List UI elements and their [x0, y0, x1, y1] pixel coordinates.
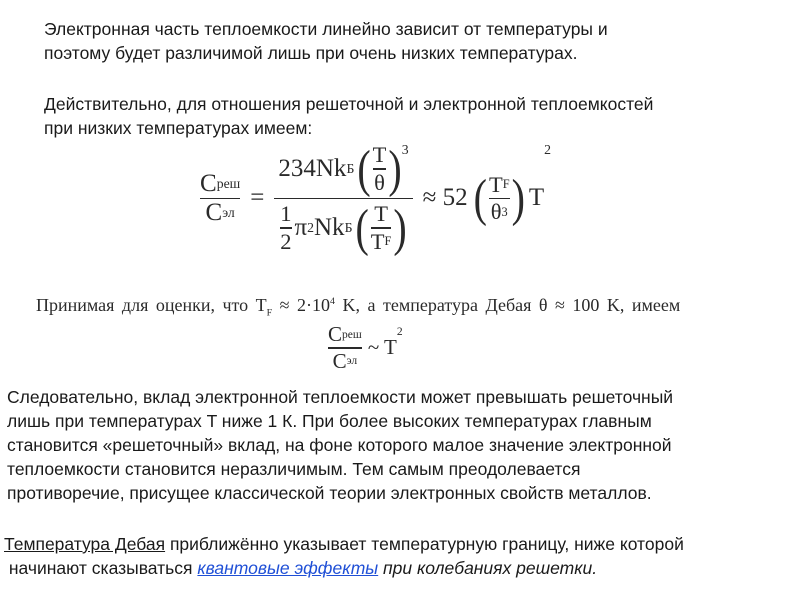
t-symbol: T: [528, 184, 545, 212]
conclusion-line-5: противоречие, присущее классической теории электронных свойств металлов.: [7, 483, 652, 503]
conclusion-line-3: становится «решеточный» вклад, на фоне которого малое значение электронной: [7, 435, 672, 455]
debye-line-2-post: при колебаниях решетки.: [378, 558, 598, 578]
proportionality-formula: [328, 322, 403, 374]
t-symbol: T: [374, 201, 388, 226]
exponent-3: 3: [501, 204, 508, 219]
sub-resh: реш: [342, 328, 362, 341]
theta-symbol: θ: [490, 199, 502, 224]
quantum-effects-link[interactable]: квантовые эффекты: [197, 558, 379, 578]
estimate-rest: K, а температура Дебая θ ≈ 100 K, имеем: [334, 295, 681, 315]
exponent-4: 4: [330, 296, 335, 307]
conclusion-line-2: лишь при температурах T ниже 1 К. При более высоких температурах главным: [7, 411, 652, 431]
c-symbol: C: [205, 199, 223, 226]
ratio-rhs: 234Nk Б ( $\frac{T}{\theta}$ ) $^3$ $\frac{1}{2}$ π 2 Nk Б ( T T F ): [274, 140, 412, 257]
debye-line-2: [4, 556, 684, 580]
debye-term: Температура Дебая: [4, 534, 166, 554]
ratio-lhs: [200, 170, 240, 228]
c-symbol: C: [200, 169, 217, 197]
conclusion-line-4: теплоемкости становится неразличимым. Тем самым преодолевается: [7, 459, 581, 479]
sub-b: Б: [344, 219, 353, 235]
sub-f: F: [502, 177, 510, 191]
debye-line-1: [4, 532, 684, 556]
tf-symbol: T: [488, 171, 503, 197]
ratio-intro-paragraph: [44, 92, 653, 140]
coef-234nk: 234Nk: [278, 154, 347, 182]
heat-capacity-ratio-formula: C реш C эл = 234Nk Б ( $\frac{T}{\theta}$ ) $^3$ $\frac{1}{2}$ π 2 Nk Б ( T T F ) ≈ 52 ( T F θ 3 ) T 2: [200, 138, 552, 257]
t-symbol: T: [372, 142, 387, 167]
sub-b: Б: [346, 160, 355, 176]
intro-line-1: Электронная часть теплоемкости линейно зависит от температуры и: [44, 19, 608, 39]
c-symbol: C: [328, 322, 343, 346]
exponent-2: 2: [396, 326, 403, 338]
pi-symbol: π: [294, 213, 308, 241]
debye-line-2-pre: начинают сказываться: [4, 558, 198, 578]
one: 1: [280, 201, 292, 226]
estimate-value: ≈ 2·10: [272, 295, 331, 315]
approx-52: ≈ 52: [422, 184, 468, 212]
exponent-2: 2: [307, 219, 314, 235]
sub-el: эл: [222, 205, 235, 220]
tf-symbol: T: [370, 228, 385, 254]
sub-el: эл: [346, 355, 358, 367]
debye-paragraph: [4, 532, 684, 580]
nk-symbol: Nk: [314, 213, 345, 241]
theta-symbol: θ: [374, 169, 385, 195]
debye-line-1-rest: приближённо указывает температурную границу, ниже которой: [165, 534, 684, 554]
estimate-prefix: Принимая для оценки, что T: [36, 295, 267, 315]
intro-paragraph: [44, 17, 608, 65]
tilde-t: ~ T: [367, 335, 397, 360]
two: 2: [280, 228, 292, 254]
ratio-intro-line-2: при низких температурах имеем:: [44, 118, 313, 138]
estimate-paragraph: [36, 290, 680, 326]
sub-f: F: [384, 234, 392, 248]
c-symbol: C: [332, 348, 347, 373]
conclusion-line-1: Следовательно, вклад электронной теплоемкости может превышать решеточный: [7, 387, 674, 407]
conclusion-paragraph: [7, 385, 673, 505]
ratio-intro-line-1: Действительно, для отношения решеточной и электронной теплоемкостей: [44, 94, 654, 114]
exponent-2: 2: [544, 142, 552, 157]
intro-line-2: поэтому будет различимой лишь при очень низких температурах.: [44, 43, 578, 63]
equals-sign: =: [250, 184, 265, 212]
exponent-3: 3: [401, 142, 409, 157]
sub-f: F: [266, 307, 273, 319]
sub-resh: реш: [216, 175, 241, 191]
